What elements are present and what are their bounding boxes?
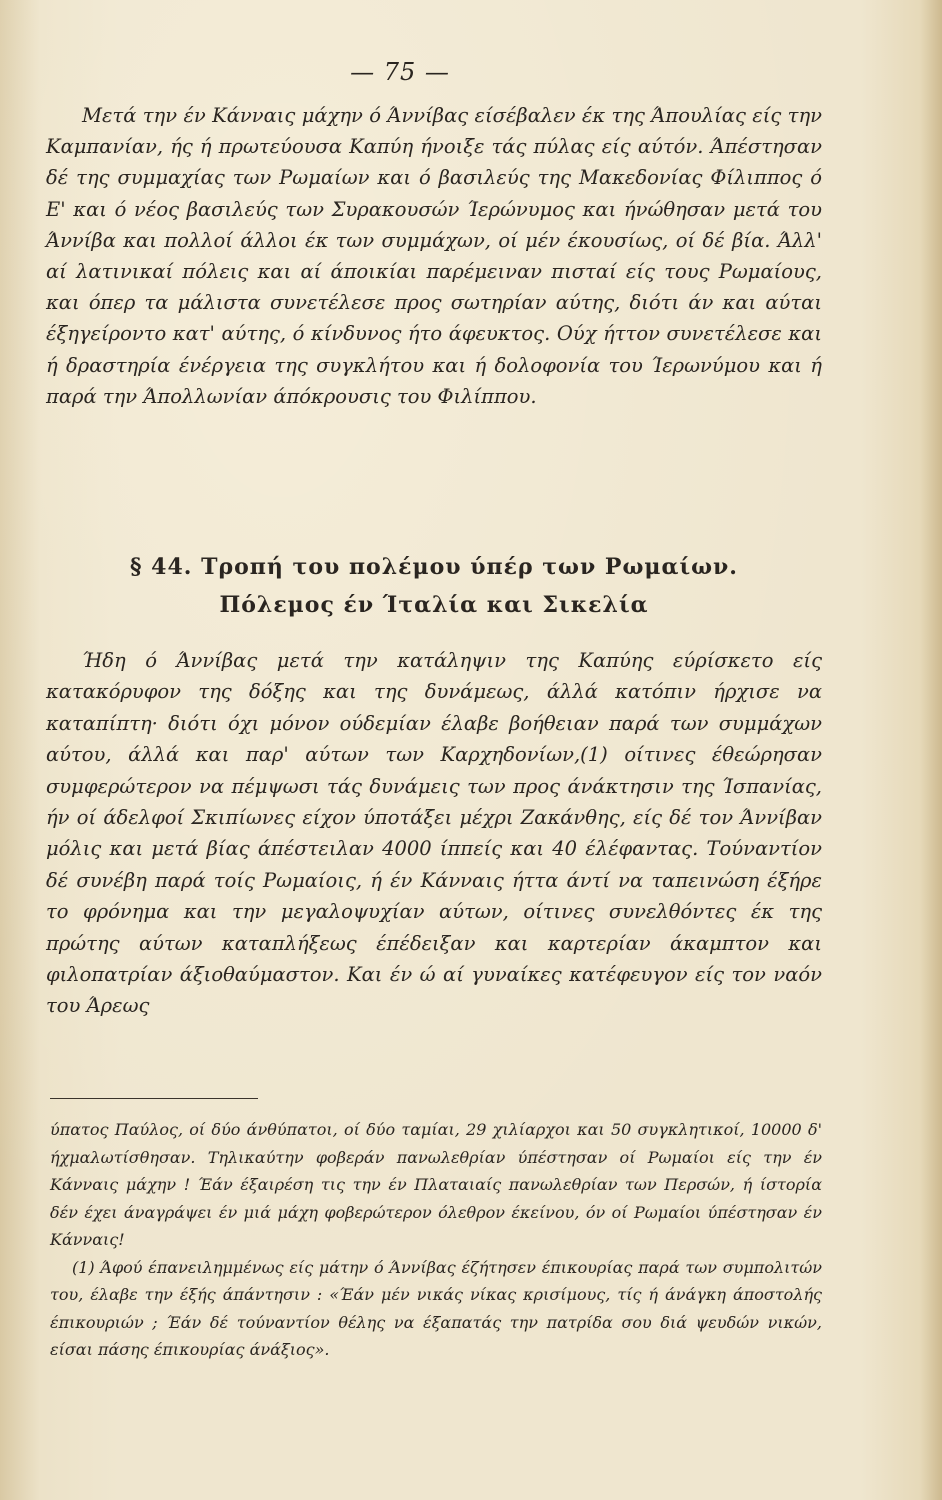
section-heading: [46, 548, 822, 624]
footnote-1: (1) Άφού έπανειλημμένως είς μάτην ό Άννίβας έζήτησεν έπικουρίας παρά των συμπολιτών του, έλαβε την έξής άπάντησιν : «Έάν μέν νικάς νίκας κρισίμους, τίς ή άνάγκη άποστολής έπικουριών ; Έάν δέ τούναντίον θέλης να έξαπατάς την πατρίδα σου διά ψευδών νικών, είσαι πάσης έπικουρίας άνάξιος».: [50, 1257, 822, 1359]
paragraph-2: [46, 645, 822, 1022]
paragraph-1-text: Μετά την έν Κάνναις μάχην ό Άννίβας είσέβαλεν έκ της Άπουλίας είς την Καμπανίαν, ής ή πρωτεύουσα Καπύη ήνοιξε τάς πύλας είς αύτόν. Άπέστησαν δέ της συμμαχίας των Ρωμαίων και ό βασιλεύς της Μακεδονίας Φίλιππος ό Ε' και ό νέος βασιλεύς των Συρακουσών Ίερώνυμος και ήνώθησαν μετά του Άννίβα και πολλοί άλλοι έκ των συμμάχων, οί μέν έκουσίως, οί δέ βία. Άλλ' αί λατινικαί πόλεις και αί άποικίαι παρέμειναν πισταί είς τους Ρωμαίους, και όπερ τα μάλιστα συνετέλεσε προς σωτηρίαν αύτης, διότι άν και αύται έξηγείροντο κατ' αύτης, ό κίνδυνος ήτο άφευκτος. Ούχ ήττον συνετέλεσε και ή δραστηρία ένέργεια της συγκλήτου και ή δολοφονία του Ίερωνύμου και ή παρά την Άπολλωνίαν άπόκρουσις του Φιλίππου.: [46, 104, 822, 408]
section-heading-line-2: Πόλεμος έν Ίταλία και Σικελία: [219, 592, 649, 618]
section-heading-line-1: § 44. Τροπή του πολέμου ύπέρ των Ρωμαίων.: [130, 554, 738, 580]
footnotes: [50, 1116, 822, 1364]
footnote-divider: [50, 1098, 258, 1099]
footnote-continuation: ύπατος Παύλος, οί δύο άνθύπατοι, οί δύο ταμίαι, 29 χιλίαρχοι και 50 συγκλητικοί, 10000 δ' ήχμαλωτίσθησαν. Τηλικαύτην φοβεράν πανωλεθρίαν ύπέστησαν οί Ρωμαίοι είς την έν Κάνναις μάχην ! Έάν έξαιρέση τις την έν Πλαταιαίς πανωλεθρίαν των Περσών, ή ίστορία δέν έχει άναγράψει έν μιά μάχη φοβερώτερον όλεθρον έκείνου, όν οί Ρωμαίοι ύπέστησαν έν Κάνναις!: [50, 1120, 822, 1249]
page-number: — 75 —: [350, 58, 450, 86]
paragraph-1: [46, 100, 822, 412]
paragraph-2-text: Ήδη ό Άννίβας μετά την κατάληψιν της Καπύης εύρίσκετο είς κατακόρυφον της δόξης και της δυνάμεως, άλλά κατόπιν ήρχισε να καταπίπτη· διότι όχι μόνον ούδεμίαν έλαβε βοήθειαν παρά των συμμάχων αύτου, άλλά και παρ' αύτων των Καρχηδονίων,(1) οίτινες έθεώρησαν συμφερώτερον να πέμψωσι τάς δυνάμεις των προς άνάκτησιν της Ίσπανίας, ήν οί άδελφοί Σκιπίωνες είχον ύποτάξει μέχρι Ζακάνθης, είς δέ τον Άννίβαν μόλις και μετά βίας άπέστειλαν 4000 ίππείς και 40 έλέφαντας. Τούναντίον δέ συνέβη παρά τοίς Ρωμαίοις, ή έν Κάνναις ήττα άντί να ταπεινώση έξήρε το φρόνημα και την μεγαλοψυχίαν αύτων, οίτινες συνελθόντες έκ της πρώτης αύτων καταπλήξεως έπέδειξαν και καρτερίαν άκαμπτον και φιλοπατρίαν άξιοθαύμαστον. Και έν ώ αί γυναίκες κατέφευγον είς τον ναόν του Άρεως: [46, 649, 822, 1018]
